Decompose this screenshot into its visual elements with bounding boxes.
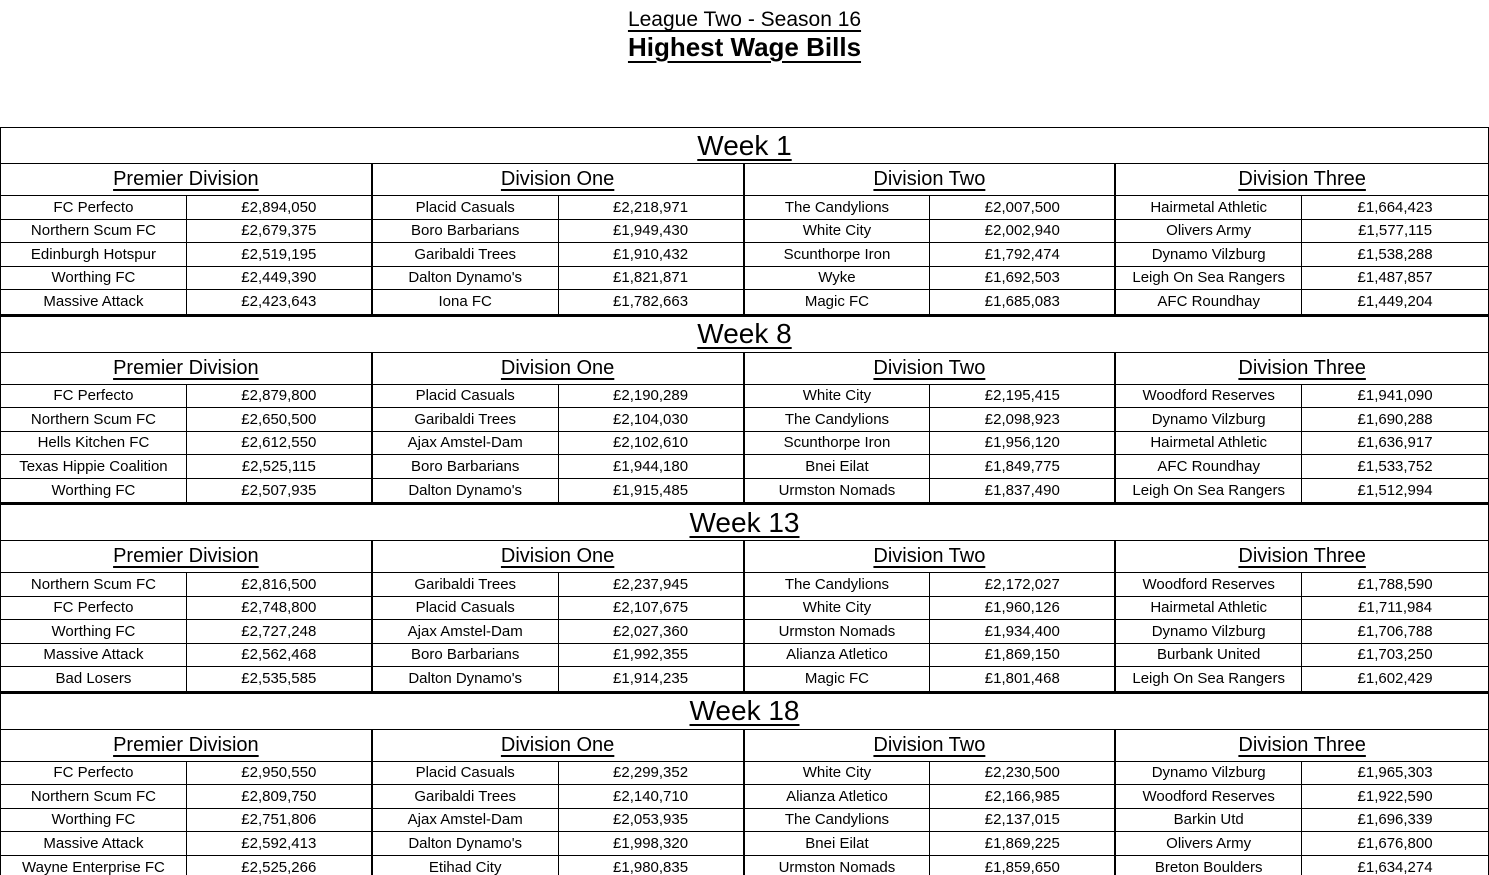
team-name-cell: White City xyxy=(745,597,931,621)
team-name-cell: Placid Casuals xyxy=(373,597,559,621)
team-name-cell: Dalton Dynamo's xyxy=(373,832,559,856)
team-name-cell: Woodford Reserves xyxy=(1116,785,1302,809)
division-header xyxy=(1116,730,1488,762)
wage-value-cell: £2,104,030 xyxy=(559,408,745,432)
team-name-cell: Wayne Enterprise FC xyxy=(1,856,187,875)
team-name-cell: Placid Casuals xyxy=(373,762,559,786)
wage-value-cell: £1,869,150 xyxy=(930,644,1116,668)
wage-value-cell: £1,859,650 xyxy=(930,856,1116,875)
wage-value-cell: £2,679,375 xyxy=(187,220,373,244)
division-header xyxy=(1,353,373,385)
team-name-cell: Dynamo Vilzburg xyxy=(1116,243,1302,267)
team-name-cell: Massive Attack xyxy=(1,290,187,314)
division-header-text: Division One xyxy=(500,545,615,567)
wage-value-cell: £1,934,400 xyxy=(930,620,1116,644)
division-header-text: Division Three xyxy=(1238,733,1366,756)
wage-value-cell: £1,782,663 xyxy=(559,290,745,314)
team-name-cell: Ajax Amstel-Dam xyxy=(373,809,559,833)
team-name-cell: AFC Roundhay xyxy=(1116,455,1302,479)
week-table xyxy=(0,693,1489,875)
wage-value-cell: £1,960,126 xyxy=(930,597,1116,621)
team-name-cell: The Candylions xyxy=(745,408,931,432)
week-title-text: Week 18 xyxy=(689,695,800,726)
wage-value-cell: £1,869,225 xyxy=(930,832,1116,856)
wage-value-cell: £2,535,585 xyxy=(187,667,373,691)
team-name-cell: Wyke xyxy=(745,267,931,291)
wage-value-cell: £1,821,871 xyxy=(559,267,745,291)
division-header xyxy=(1,730,373,762)
week-title xyxy=(1,128,1488,164)
team-name-cell: Worthing FC xyxy=(1,267,187,291)
wage-value-cell: £2,950,550 xyxy=(187,762,373,786)
team-name-cell: Breton Boulders xyxy=(1116,856,1302,875)
wage-value-cell: £1,914,235 xyxy=(559,667,745,691)
wage-value-cell: £2,102,610 xyxy=(559,432,745,456)
team-name-cell: Woodford Reserves xyxy=(1116,385,1302,409)
wage-value-cell: £2,562,468 xyxy=(187,644,373,668)
team-name-cell: Urmston Nomads xyxy=(745,856,931,875)
week-title xyxy=(1,317,1488,353)
main-title-line xyxy=(0,32,1489,63)
wage-value-cell: £1,636,917 xyxy=(1302,432,1488,456)
team-name-cell: Northern Scum FC xyxy=(1,573,187,597)
division-header xyxy=(745,541,1117,573)
team-name-cell: Bad Losers xyxy=(1,667,187,691)
wage-value-cell: £2,612,550 xyxy=(187,432,373,456)
team-name-cell: Iona FC xyxy=(373,290,559,314)
team-name-cell: Worthing FC xyxy=(1,620,187,644)
team-name-cell: Hells Kitchen FC xyxy=(1,432,187,456)
division-header-text: Division Two xyxy=(873,733,986,756)
team-name-cell: White City xyxy=(745,762,931,786)
season-title: League Two - Season 16 xyxy=(627,8,862,31)
wage-value-cell: £2,190,289 xyxy=(559,385,745,409)
week-title xyxy=(1,694,1488,730)
wage-value-cell: £2,423,643 xyxy=(187,290,373,314)
wage-value-cell: £1,487,857 xyxy=(1302,267,1488,291)
team-name-cell: Dalton Dynamo's xyxy=(373,479,559,503)
wage-value-cell: £1,634,274 xyxy=(1302,856,1488,875)
wage-value-cell: £1,696,339 xyxy=(1302,809,1488,833)
team-name-cell: FC Perfecto xyxy=(1,385,187,409)
wage-value-cell: £1,980,835 xyxy=(559,856,745,875)
wage-value-cell: £1,703,250 xyxy=(1302,644,1488,668)
wage-value-cell: £2,299,352 xyxy=(559,762,745,786)
division-header xyxy=(1116,164,1488,196)
wage-value-cell: £1,949,430 xyxy=(559,220,745,244)
team-name-cell: Dalton Dynamo's xyxy=(373,267,559,291)
wage-value-cell: £2,007,500 xyxy=(930,196,1116,220)
wage-value-cell: £2,027,360 xyxy=(559,620,745,644)
division-header xyxy=(745,164,1117,196)
wage-value-cell: £2,507,935 xyxy=(187,479,373,503)
team-name-cell: Massive Attack xyxy=(1,832,187,856)
team-name-cell: Northern Scum FC xyxy=(1,785,187,809)
team-name-cell: Boro Barbarians xyxy=(373,455,559,479)
team-name-cell: Edinburgh Hotspur xyxy=(1,243,187,267)
team-name-cell: Scunthorpe Iron xyxy=(745,243,931,267)
team-name-cell: Alianza Atletico xyxy=(745,644,931,668)
wage-value-cell: £2,894,050 xyxy=(187,196,373,220)
division-header-text: Premier Division xyxy=(113,733,259,756)
wage-value-cell: £1,922,590 xyxy=(1302,785,1488,809)
team-name-cell: Etihad City xyxy=(373,856,559,875)
team-name-cell: FC Perfecto xyxy=(1,196,187,220)
team-name-cell: Placid Casuals xyxy=(373,385,559,409)
team-name-cell: Texas Hippie Coalition xyxy=(1,455,187,479)
team-name-cell: Garibaldi Trees xyxy=(373,408,559,432)
team-name-cell: Massive Attack xyxy=(1,644,187,668)
team-name-cell: Olivers Army xyxy=(1116,832,1302,856)
wage-value-cell: £1,849,775 xyxy=(930,455,1116,479)
team-name-cell: Urmston Nomads xyxy=(745,620,931,644)
wage-value-cell: £2,237,945 xyxy=(559,573,745,597)
wage-value-cell: £2,166,985 xyxy=(930,785,1116,809)
team-name-cell: Hairmetal Athletic xyxy=(1116,432,1302,456)
team-name-cell: Alianza Atletico xyxy=(745,785,931,809)
team-name-cell: The Candylions xyxy=(745,573,931,597)
wage-value-cell: £1,915,485 xyxy=(559,479,745,503)
wage-value-cell: £1,998,320 xyxy=(559,832,745,856)
team-name-cell: Burbank United xyxy=(1116,644,1302,668)
week-table xyxy=(0,127,1489,316)
team-name-cell: Northern Scum FC xyxy=(1,408,187,432)
team-name-cell: Hairmetal Athletic xyxy=(1116,597,1302,621)
week-title-text: Week 13 xyxy=(689,506,800,538)
wage-value-cell: £1,965,303 xyxy=(1302,762,1488,786)
division-header xyxy=(1116,541,1488,573)
page-title: Highest Wage Bills xyxy=(627,32,862,62)
wage-value-cell: £1,685,083 xyxy=(930,290,1116,314)
team-name-cell: Dynamo Vilzburg xyxy=(1116,620,1302,644)
wage-value-cell: £2,449,390 xyxy=(187,267,373,291)
team-name-cell: FC Perfecto xyxy=(1,762,187,786)
wage-value-cell: £2,816,500 xyxy=(187,573,373,597)
division-header-text: Division Two xyxy=(873,168,986,190)
team-name-cell: Magic FC xyxy=(745,667,931,691)
division-header xyxy=(745,353,1117,385)
division-header-text: Premier Division xyxy=(113,545,259,567)
team-name-cell: Boro Barbarians xyxy=(373,644,559,668)
team-name-cell: Urmston Nomads xyxy=(745,479,931,503)
division-header-text: Division Two xyxy=(873,545,986,567)
wage-value-cell: £2,195,415 xyxy=(930,385,1116,409)
wage-value-cell: £2,053,935 xyxy=(559,809,745,833)
team-name-cell: Garibaldi Trees xyxy=(373,243,559,267)
wage-value-cell: £1,706,788 xyxy=(1302,620,1488,644)
division-header xyxy=(1116,353,1488,385)
wage-value-cell: £1,577,115 xyxy=(1302,220,1488,244)
wage-value-cell: £2,748,800 xyxy=(187,597,373,621)
wage-value-cell: £1,956,120 xyxy=(930,432,1116,456)
team-name-cell: Olivers Army xyxy=(1116,220,1302,244)
wage-value-cell: £2,107,675 xyxy=(559,597,745,621)
team-name-cell: Magic FC xyxy=(745,290,931,314)
wage-value-cell: £1,910,432 xyxy=(559,243,745,267)
division-header-text: Division Two xyxy=(873,356,986,379)
team-name-cell: White City xyxy=(745,385,931,409)
week-title-text: Week 1 xyxy=(697,129,792,161)
division-header-text: Division One xyxy=(500,168,615,190)
season-title-line xyxy=(0,0,1489,32)
wage-value-cell: £1,533,752 xyxy=(1302,455,1488,479)
wage-value-cell: £1,512,994 xyxy=(1302,479,1488,503)
division-header xyxy=(745,730,1117,762)
division-header xyxy=(373,164,745,196)
wage-value-cell: £2,140,710 xyxy=(559,785,745,809)
wage-value-cell: £1,944,180 xyxy=(559,455,745,479)
division-header-text: Division One xyxy=(500,356,615,379)
team-name-cell: Worthing FC xyxy=(1,809,187,833)
wage-value-cell: £1,664,423 xyxy=(1302,196,1488,220)
wage-value-cell: £2,809,750 xyxy=(187,785,373,809)
division-header xyxy=(373,541,745,573)
wage-value-cell: £2,137,015 xyxy=(930,809,1116,833)
wage-value-cell: £2,727,248 xyxy=(187,620,373,644)
wage-value-cell: £1,676,800 xyxy=(1302,832,1488,856)
division-header xyxy=(1,164,373,196)
team-name-cell: Leigh On Sea Rangers xyxy=(1116,479,1302,503)
week-title xyxy=(1,505,1488,541)
wage-value-cell: £1,837,490 xyxy=(930,479,1116,503)
wage-value-cell: £1,788,590 xyxy=(1302,573,1488,597)
team-name-cell: Garibaldi Trees xyxy=(373,785,559,809)
wage-value-cell: £2,525,266 xyxy=(187,856,373,875)
team-name-cell: The Candylions xyxy=(745,809,931,833)
wage-value-cell: £1,449,204 xyxy=(1302,290,1488,314)
wage-value-cell: £1,602,429 xyxy=(1302,667,1488,691)
team-name-cell: White City xyxy=(745,220,931,244)
wage-value-cell: £1,692,503 xyxy=(930,267,1116,291)
division-header-text: Division Three xyxy=(1238,545,1366,567)
wage-value-cell: £1,801,468 xyxy=(930,667,1116,691)
week-table xyxy=(0,504,1489,693)
wage-value-cell: £1,538,288 xyxy=(1302,243,1488,267)
team-name-cell: Northern Scum FC xyxy=(1,220,187,244)
team-name-cell: Ajax Amstel-Dam xyxy=(373,432,559,456)
wage-value-cell: £2,218,971 xyxy=(559,196,745,220)
wage-value-cell: £1,711,984 xyxy=(1302,597,1488,621)
wage-value-cell: £2,172,027 xyxy=(930,573,1116,597)
division-header xyxy=(1,541,373,573)
division-header xyxy=(373,353,745,385)
team-name-cell: Leigh On Sea Rangers xyxy=(1116,667,1302,691)
wage-value-cell: £2,879,800 xyxy=(187,385,373,409)
team-name-cell: Bnei Eilat xyxy=(745,455,931,479)
wage-value-cell: £1,941,090 xyxy=(1302,385,1488,409)
division-header-text: Division Three xyxy=(1238,168,1366,190)
wage-value-cell: £2,519,195 xyxy=(187,243,373,267)
team-name-cell: Worthing FC xyxy=(1,479,187,503)
team-name-cell: Bnei Eilat xyxy=(745,832,931,856)
week-table xyxy=(0,316,1489,505)
wage-value-cell: £2,525,115 xyxy=(187,455,373,479)
team-name-cell: AFC Roundhay xyxy=(1116,290,1302,314)
week-title-text: Week 8 xyxy=(697,318,792,349)
team-name-cell: Scunthorpe Iron xyxy=(745,432,931,456)
team-name-cell: Barkin Utd xyxy=(1116,809,1302,833)
wage-value-cell: £2,098,923 xyxy=(930,408,1116,432)
wage-value-cell: £1,792,474 xyxy=(930,243,1116,267)
document-header xyxy=(0,0,1489,127)
team-name-cell: Ajax Amstel-Dam xyxy=(373,620,559,644)
wage-value-cell: £2,751,806 xyxy=(187,809,373,833)
team-name-cell: Placid Casuals xyxy=(373,196,559,220)
wage-value-cell: £1,992,355 xyxy=(559,644,745,668)
division-header xyxy=(373,730,745,762)
division-header-text: Division One xyxy=(500,733,615,756)
team-name-cell: Leigh On Sea Rangers xyxy=(1116,267,1302,291)
team-name-cell: Garibaldi Trees xyxy=(373,573,559,597)
team-name-cell: Dynamo Vilzburg xyxy=(1116,762,1302,786)
weeks-container xyxy=(0,127,1489,875)
wage-value-cell: £2,002,940 xyxy=(930,220,1116,244)
wage-value-cell: £2,650,500 xyxy=(187,408,373,432)
team-name-cell: Boro Barbarians xyxy=(373,220,559,244)
division-header-text: Premier Division xyxy=(113,168,259,190)
division-header-text: Premier Division xyxy=(113,356,259,379)
team-name-cell: Dynamo Vilzburg xyxy=(1116,408,1302,432)
team-name-cell: Dalton Dynamo's xyxy=(373,667,559,691)
wage-value-cell: £2,230,500 xyxy=(930,762,1116,786)
team-name-cell: FC Perfecto xyxy=(1,597,187,621)
team-name-cell: Hairmetal Athletic xyxy=(1116,196,1302,220)
team-name-cell: The Candylions xyxy=(745,196,931,220)
division-header-text: Division Three xyxy=(1238,356,1366,379)
wage-value-cell: £1,690,288 xyxy=(1302,408,1488,432)
wage-value-cell: £2,592,413 xyxy=(187,832,373,856)
team-name-cell: Woodford Reserves xyxy=(1116,573,1302,597)
